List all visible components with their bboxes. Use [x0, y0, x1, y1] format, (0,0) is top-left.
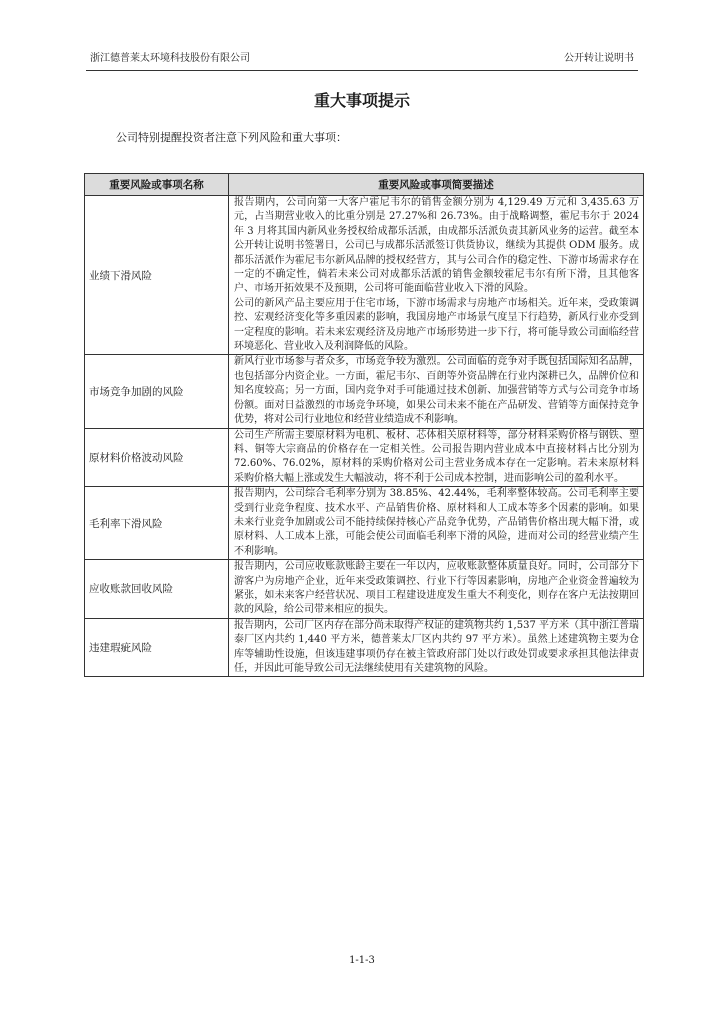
risk-description: [229, 560, 644, 619]
risk-paragraph: 新风行业市场参与者众多，市场竞争较为激烈。公司面临的竞争对手既包括国际知名品牌，也包括部分内资企业。一方面，霍尼韦尔、百朗等外资品牌在行业内深耕已久，品牌价位和知名度较高；另一方面，国内竞争对手可能通过技术创新、加强营销等方式与公司竞争市场份额。面对日益激烈的市场竞争环境，如果公司未来不能在产品研发、营销等方面保持竞争优势，将对公司行业地位和经营业绩造成不利影响。: [234, 356, 639, 426]
page-number: 1-1-3: [349, 955, 375, 966]
page-header: [86, 52, 638, 71]
table-row: [85, 355, 644, 428]
risk-paragraph: 报告期内，公司向第一大客户霍尼韦尔的销售金额分别为 4,129.49 万元和 3,435.63 万元，占当期营业收入的比重分别是 27.27%和 26.73%。由于战略调整，霍尼韦尔于 2024 年 3 月将其国内新风业务授权给成都乐活派，由成都乐活派负责其新风业务的运营。截至本公开转让说明书签署日，公司已与成都乐活派签订供货协议，继续为其提供 ODM 服务。成都乐活派作为霍尼韦尔新风品牌的授权经营方，其与公司合作的稳定性、下游市场需求存在一定的不确定性，倘若未来公司对成都乐活派的销售金额较霍尼韦尔有所下滑，且其他客户、市场开拓效果不及预期，公司将可能面临营业收入下滑的风险。: [234, 197, 639, 295]
risk-description: [229, 487, 644, 560]
table-header-row: [85, 174, 644, 196]
page-title: 重大事项提示: [313, 91, 410, 110]
risk-description: [229, 618, 644, 677]
risk-name: 市场竞争加剧的风险: [85, 355, 229, 428]
intro-text: 公司特别提醒投资者注意下列风险和重大事项：: [116, 131, 347, 144]
risk-name: 应收账款回收风险: [85, 560, 229, 619]
table-row: [85, 560, 644, 619]
risk-name: 毛利率下滑风险: [85, 487, 229, 560]
risk-paragraph: 报告期内，公司应收账款账龄主要在一年以内，应收账款整体质量良好。同时，公司部分下游客户为房地产企业，近年来受政策调控、行业下行等因素影响，房地产企业资金普遍较为紧张，如未来客户经营状况、项目工程建设进度发生重大不利变化，则存在客户无法按期回款的风险，给公司带来相应的损失。: [234, 561, 639, 616]
risk-table: [84, 173, 644, 677]
table-row: [85, 618, 644, 677]
risk-description: [229, 355, 644, 428]
risk-paragraph: 报告期内，公司综合毛利率分别为 38.85%、42.44%，毛利率整体较高。公司毛利率主要受到行业竞争程度、技术水平、产品销售价格、原材料和人工成本等多个因素的影响。如果未来行业竞争加剧或公司不能持续保持核心产品竞争优势，产品销售价格出现大幅下滑，或原材料、人工成本上涨，可能会使公司面临毛利率下滑的风险，进而对公司的经营业绩产生不利影响。: [234, 488, 639, 557]
risk-description: [229, 428, 644, 487]
risk-name: 原材料价格波动风险: [85, 428, 229, 487]
risk-paragraph: 公司生产所需主要原材料为电机、板材、芯体相关原材料等，部分材料采购价格与钢铁、塑料、铜等大宗商品的价格存在一定相关性。公司报告期内营业成本中直接材料占比分别为 72.60%、76.02%，原材料的采购价格对公司主营业务成本存在一定影响。若未来原材料采购价格大幅上涨或发生大幅波动，将不利于公司成本控制，进而影响公司的盈利水平。: [234, 429, 639, 484]
table-row: [85, 487, 644, 560]
column-header-name: 重要风险或事项名称: [85, 174, 229, 196]
header-company-name: 浙江德普莱太环境科技股份有限公司: [90, 53, 250, 64]
column-header-description: 重要风险或事项简要描述: [229, 174, 644, 196]
risk-description: [229, 196, 644, 355]
table-row: [85, 196, 644, 355]
risk-name: 业绩下滑风险: [85, 196, 229, 355]
risk-paragraph: 报告期内，公司厂区内存在部分尚未取得产权证的建筑物共约 1,537 平方米（其中浙江普瑞泰厂区内共约 1,440 平方米，德普莱太厂区内共约 97 平方米）。虽然上述建筑物主要为仓库等辅助性设施，但该违建事项仍存在被主管政府部门处以行政处罚或要求承担其他法律责任，并因此可能导致公司无法继续使用有关建筑物的风险。: [234, 619, 639, 674]
table-row: [85, 428, 644, 487]
risk-name: 违建瑕疵风险: [85, 618, 229, 677]
header-document-type: 公开转让说明书: [564, 53, 634, 64]
risk-paragraph: 公司的新风产品主要应用于住宅市场，下游市场需求与房地产市场相关。近年来，受政策调控、宏观经济变化等多重因素的影响，我国房地产市场景气度呈下行趋势，新风行业亦受到一定程度的影响。若未来宏观经济及房地产市场形势进一步下行，将可能导致公司面临经营环境恶化、营业收入及利润降低的风险。: [234, 297, 639, 353]
